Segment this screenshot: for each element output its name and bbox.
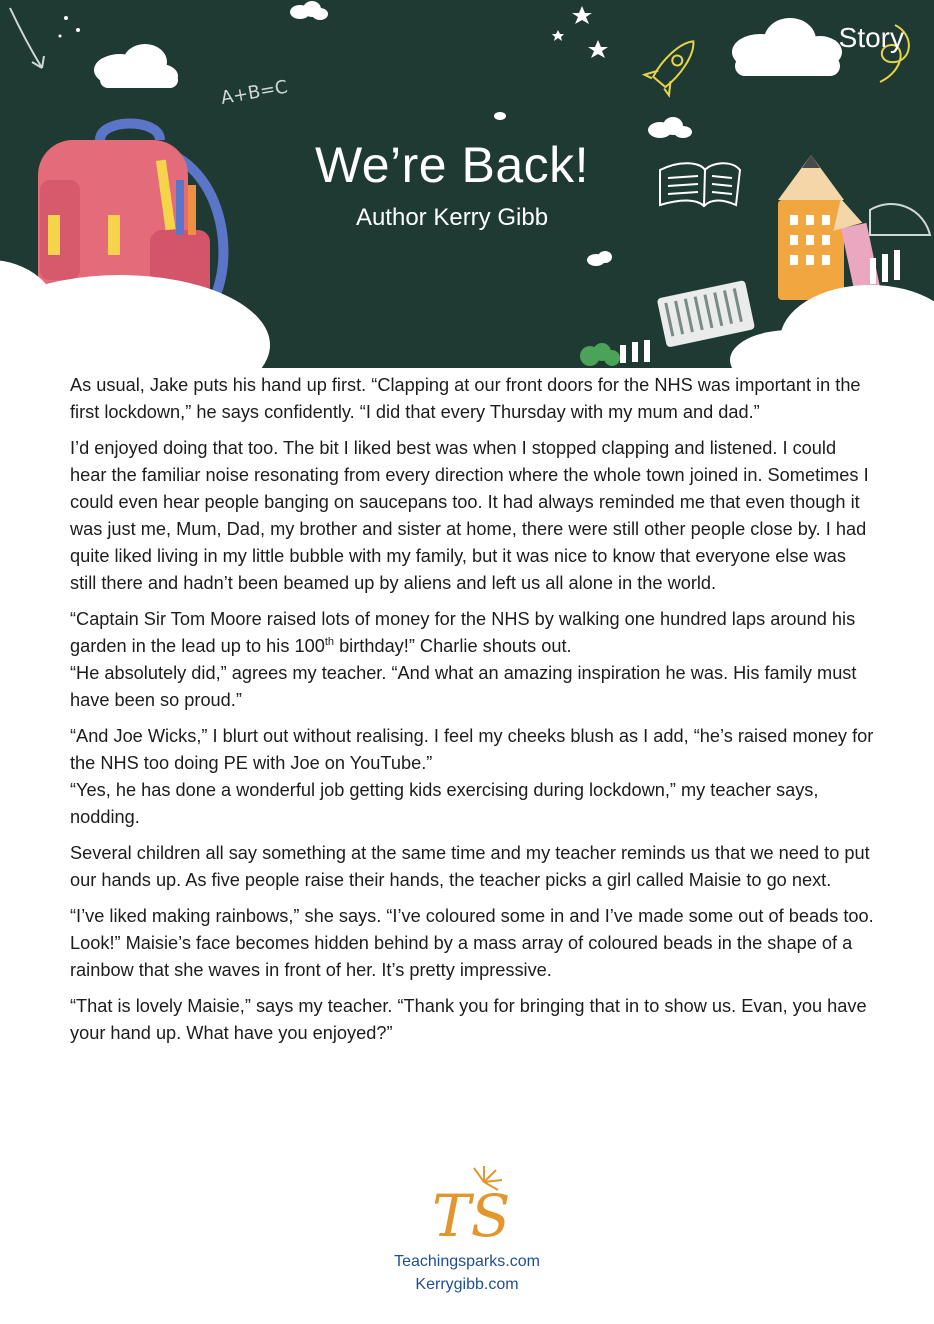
ruler-icon — [657, 280, 755, 348]
rocket-icon — [644, 31, 705, 95]
paragraph-text: “And Joe Wicks,” I blurt out without realising. I feel my cheeks blush as I add, “he’s raised money for the NHS too doing PE with Joe on YouTube.” — [70, 726, 874, 773]
story-paragraph: “I’ve liked making rainbows,” she says. “I’ve coloured some in and I’ve made some out of beads too. Look!” Maisie’s face becomes hidden behind by a mass array of coloured beads in the shape of a rainbow that she waves in front of her. It’s pretty impressive. — [70, 906, 874, 980]
story-body — [70, 372, 876, 1056]
site-link-kerrygibb[interactable]: Kerrygibb.com — [415, 1276, 519, 1293]
story-tag: Story — [838, 22, 904, 53]
author-line: Author Kerry Gibb — [355, 204, 549, 231]
footer — [0, 1160, 934, 1296]
bush-icon — [580, 343, 620, 366]
story-paragraph — [70, 606, 876, 714]
teachingsparks-logo — [412, 1160, 522, 1250]
ordinal-suffix: th — [324, 635, 335, 648]
story-paragraph: “That is lovely Maisie,” says my teacher. “Thank you for bringing that in to show us. Evan, you have your hand up. What have you enjoyed?” — [70, 996, 867, 1043]
paragraph-text: “He absolutely did,” agrees my teacher. “And what an amazing inspiration he was. His family must have been so proud.” — [70, 663, 857, 710]
story-paragraph: As usual, Jake puts his hand up first. “Clapping at our front doors for the NHS was important in the first lockdown,” he says confidently. “I did that every Thursday with my mum and dad.” — [70, 375, 861, 422]
story-paragraph — [70, 723, 876, 831]
paragraph-text: “Captain Sir Tom Moore raised lots of money for the NHS by walking one hundred laps around his garden in the lead up to his 100 — [70, 609, 856, 656]
site-link-teachingsparks[interactable]: Teachingsparks.com — [394, 1253, 540, 1270]
paragraph-text: birthday!” Charlie shouts out. — [334, 636, 572, 656]
logo-letters: TS — [432, 1182, 511, 1250]
chalk-arrow-icon — [10, 8, 44, 68]
paragraph-text: “Yes, he has done a wonderful job getting kids exercising during lockdown,” my teacher says, nodding. — [70, 780, 819, 827]
page-title: We’re Back! — [314, 137, 590, 193]
story-paragraph: I’d enjoyed doing that too. The bit I liked best was when I stopped clapping and listened. I could hear the familiar noise resonating from every direction where the whole town joined in. Sometimes I could even hear people banging on saucepans too. It had always reminded me that even though it was just me, Mum, Dad, my brother and sister at home, there were still other people close by. I had quite liked living in my little bubble with my family, but it was nice to know that everyone else was still there and hadn’t been beamed up by aliens and left us all alone in the world. — [70, 438, 869, 593]
chalk-text: A+B=C — [219, 76, 290, 109]
story-paragraph: Several children all say something at the same time and my teacher reminds us that we need to put our hands up. As five people raise their hands, the teacher picks a girl called Maisie to go next. — [70, 843, 870, 890]
header-banner — [0, 0, 934, 368]
